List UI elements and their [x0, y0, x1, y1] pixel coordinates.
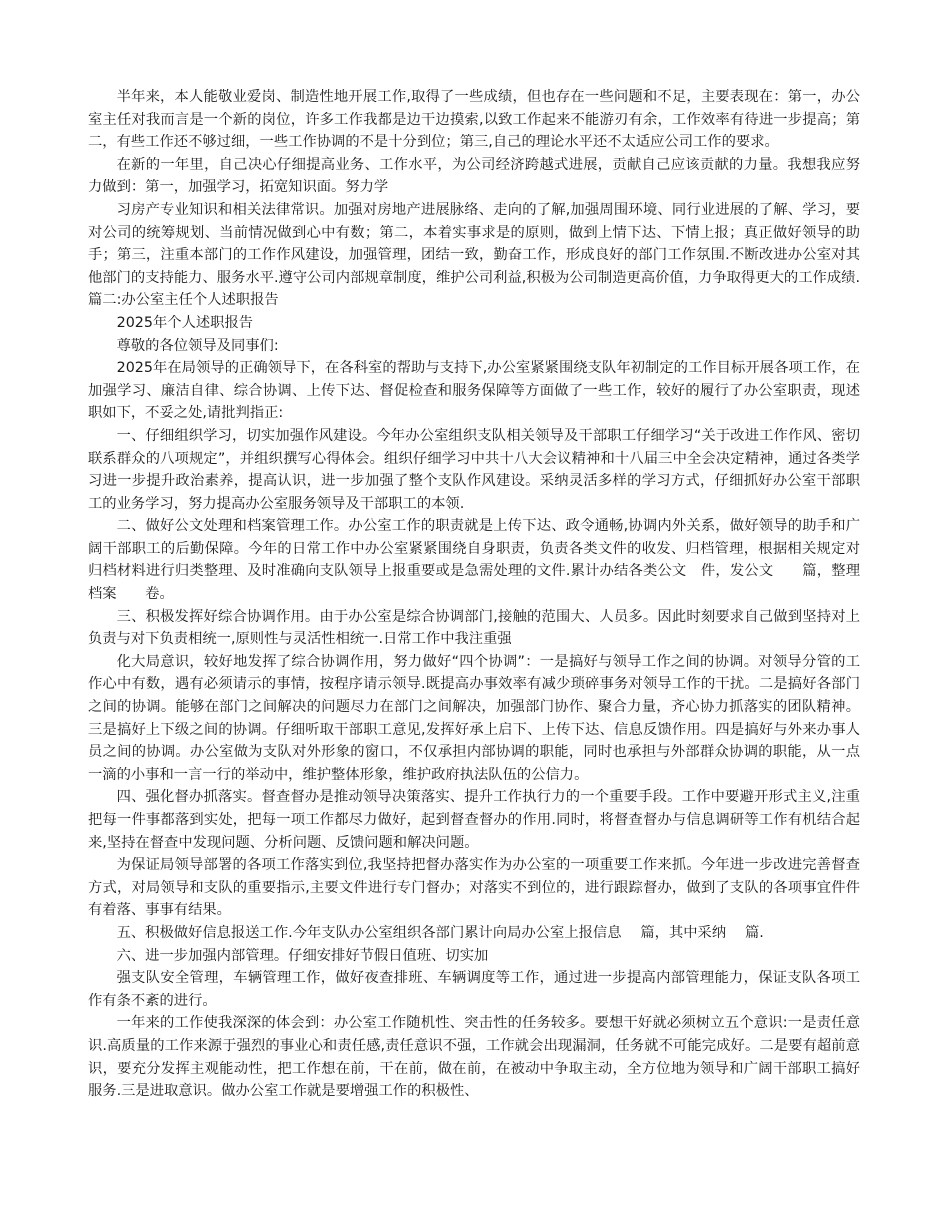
- section-6-continued: 强支队安全管理，车辆管理工作，做好夜查排班、车辆调度等工作，通过进一步提高内部管理能力，保证支队各项工作有条不紊的进行。: [88, 970, 860, 1009]
- section-4-continued: 为保证局领导部署的各项工作落实到位,我坚持把督办落实作为办公室的一项重要工作来抓。今年进一步改进完善督查方式，对局领导和支队的重要指示,主要文件进行专门督办；对落实不到位的，进行跟踪督办，做到了支队的各项事宜件件有着落、事事有结果。: [88, 857, 860, 919]
- document-body: [88, 86, 860, 1103]
- report-title: 2025年个人述职报告: [116, 314, 254, 331]
- paragraph-intro: 2025年在局领导的正确领导下，在各科室的帮助与支持下,办公室紧紧围绕支队年初制定的工作目标开展各项工作，在加强学习、廉洁自律、综合协调、上传下达、督促检查和服务保障等方面做了一些工作，较好的履行了办公室职责，现述职如下，不妥之处,请批判指正:: [88, 360, 860, 422]
- paragraph-summary: 一年来的工作使我深深的体会到：办公室工作随机性、突击性的任务较多。要想干好就必须树立五个意识:一是责任意识.高质量的工作来源于强烈的事业心和责任感,责任意识不强，工作就会出现漏洞，任务就不可能完成好。二是要有超前意识，要充分发挥主观能动性，把工作想在前，干在前，做在前，在被动中争取主动，全方位地为领导和广阔干部职工搞好服务.三是进取意识。做办公室工作就是要增强工作的积极性、: [88, 1015, 860, 1100]
- paragraph-1: 半年来，本人能敬业爱岗、制造性地开展工作,取得了一些成绩，但也存在一些问题和不足，主要表现在：第一，办公室主任对我而言是一个新的岗位，许多工作我都是边干边摸索,以致工作起来不能游刃有余，工作效率有待进一步提高；第二，有些工作还不够过细，一些工作协调的不是十分到位；第三,自己的理论水平还不太适应公司工作的要求。: [88, 89, 860, 151]
- section-6: 六、进一步加强内部管理。仔细安排好节假日值班、切实加: [116, 947, 489, 964]
- salutation: 尊敬的各位领导及同事们:: [116, 337, 279, 354]
- paragraph-3: 习房产专业知识和相关法律常识。加强对房地产进展脉络、走向的了解,加强周围环境、同行业进展的了解、学习，要对公司的统筹规划、当前情况做到心中有数；第二，本着实事求是的原则，做到上情下达、下情上报；真正做好领导的助手；第三，注重本部门的工作作风建设，加强管理，团结一致，勤奋工作，形成良好的部门工作氛围.不断改进办公室对其他部门的支持能力、服务水平.遵守公司内部规章制度，维护公司利益,积极为公司制造更高价值，力争取得更大的工作成绩.篇二:办公室主任个人述职报告: [88, 201, 860, 309]
- paragraph-2: 在新的一年里，自己决心仔细提高业务、工作水平，为公司经济跨越式进展，贡献自己应该贡献的力量。我想我应努力做到：第一，加强学习，拓宽知识面。努力学: [88, 156, 860, 196]
- section-3-continued: 化大局意识，较好地发挥了综合协调作用，努力做好“四个协调”：一是搞好与领导工作之间的协调。对领导分管的工作心中有数，遇有必须请示的事情，按程序请示领导.既提高办事效率有减少琐碎事务对领导工作的干扰。二是搞好各部门之间的协调。能够在部门之间解决的问题尽力在部门之间解决，加强部门协作、聚合力量，齐心协力抓落实的团队精神。三是搞好上下级之间的协调。仔细听取干部职工意见,发挥好承上启下、上传下达、信息反馈作用。四是搞好与外来办事人员之间的协调。办公室做为支队对外形象的窗口，不仅承担内部协调的职能，同时也承担与外部群众协调的职能，从一点一滴的小事和一言一行的举动中，维护整体形象，维护政府执法队伍的公信力。: [88, 653, 860, 783]
- section-4: 四、强化督办抓落实。督查督办是推动领导决策落实、提升工作执行力的一个重要手段。工作中要避开形式主义,注重把每一件事都落到实处，把每一项工作都尽力做好，起到督查督办的作用.同时，将督查督办与信息调研等工作有机结合起来,坚持在督查中发现问题、分析问题、反馈问题和解决问题。: [88, 789, 860, 851]
- section-1: 一、仔细组织学习，切实加强作风建设。今年办公室组织支队相关领导及干部职工仔细学习“关于改进工作作风、密切联系群众的八项规定”，并组织撰写心得体会。组织仔细学习中共十八大会议精神和十八届三中全会决定精神，通过各类学习进一步提升政治素养，提高认识，进一步加强了整个支队作风建设。采纳灵活多样的学习方式，仔细抓好办公室干部职工的业务学习，努力提高办公室服务领导及干部职工的本领.: [88, 427, 860, 512]
- section-3: 三、积极发挥好综合协调作用。由于办公室是综合协调部门,接触的范围大、人员多。因此时刻要求自己做到坚持对上负责与对下负责相统一,原则性与灵活性相统一.日常工作中我注重强: [88, 608, 860, 648]
- section-2: 二、做好公文处理和档案管理工作。办公室工作的职责就是上传下达、政令通畅,协调内外关系，做好领导的助手和广阔干部职工的后勤保障。今年的日常工作中办公室紧紧围绕自身职责，负责各类文件的收发、归档管理，根据相关规定对归档材料进行归类整理、及时准确向支队领导上报重要或是急需处理的文件.累计办结各类公文 件，发公文 篇，整理档案 卷。: [88, 518, 860, 603]
- section-5: 五、积极做好信息报送工作.今年支队办公室组织各部门累计向局办公室上报信息 篇，其中采纳 篇.: [116, 924, 764, 941]
